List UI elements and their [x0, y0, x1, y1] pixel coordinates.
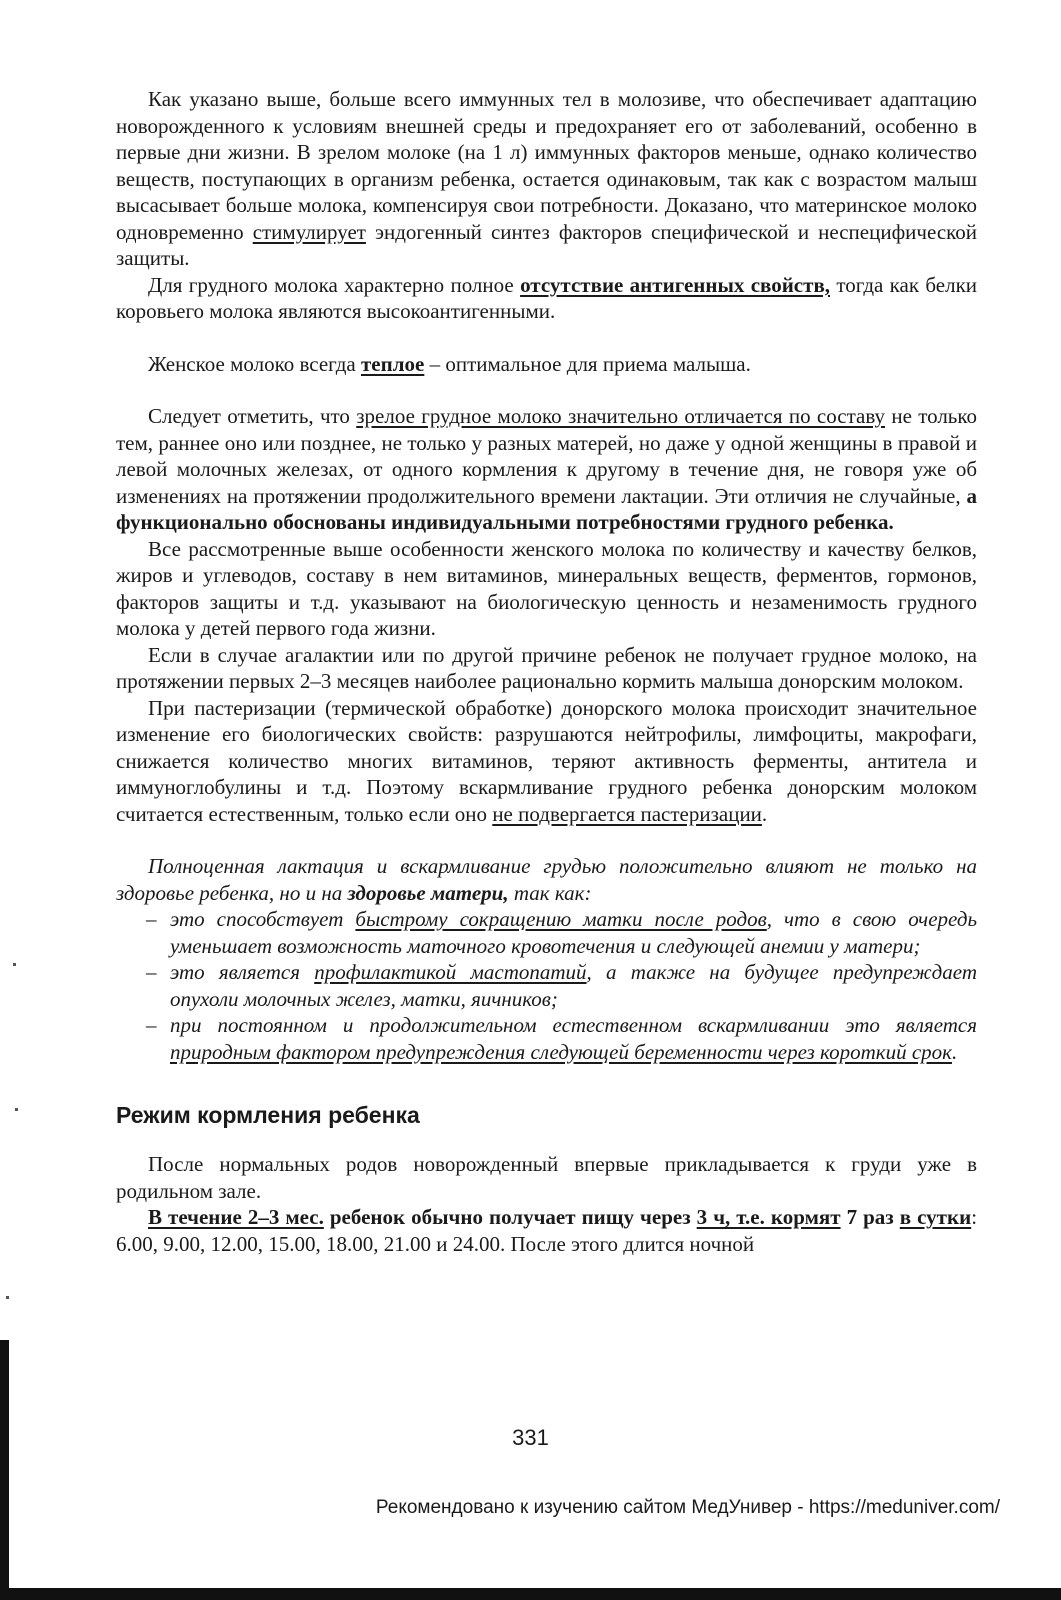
- paragraph-3: [116, 351, 977, 378]
- p2-tail: тогда как белки коровьего молока являются высокоантигенными.: [116, 272, 978, 323]
- scan-speck: [6, 1296, 9, 1299]
- italic-block: [116, 853, 977, 1065]
- section-heading: Режим кормления ребенка: [116, 1102, 420, 1128]
- p2-start: Для грудного молока характерно полное: [148, 272, 514, 297]
- footer-recommendation: Рекомендовано к изучению сайтом МедУнивер - https://meduniver.com/: [375, 1497, 1000, 1518]
- p7-text: При пастеризации (термической обработке) донорского молока происходит значительное изменение его биологических свойств: разрушаются нейтрофилы, лимфоциты, макрофаги, снижается количество многих витаминов, теряют активность ферменты, антитела и иммуноглобулины и т.д. Поэтому вскармливание грудного ребенка донорским молоком считается естественным, только если оно: [116, 695, 977, 826]
- p3-start: Женское молоко всегда: [148, 351, 356, 376]
- p10-tail: : 6.00, 9.00, 12.00, 15.00, 18.00, 21.00 и 24.00. После этого длится ночной: [116, 1205, 978, 1256]
- p7-end: .: [761, 801, 768, 826]
- p10-bold-2: 7 раз: [846, 1205, 894, 1229]
- p5-text: Все рассмотренные выше особенности женского молока по количеству и качеству белков, жиров и углеводов, составу в нем витаминов, минеральных веществ, ферментов, гормонов, факторов защиты и т.д. указывают на биологическую ценность и незаменимость грудного молока у детей первого года жизни.: [116, 536, 977, 640]
- paragraph-1: [116, 86, 977, 272]
- p8-start: Полноценная лактация и вскармливание грудью положительно влияют не только на здоровье ребенка, но и на: [116, 854, 977, 905]
- p8-bold: здоровье матери,: [347, 880, 509, 905]
- li1-tail: , что в свою очередь уменьшает возможность маточного кровотечения и следующей анемии у матери;: [170, 907, 977, 958]
- paragraph-6: [116, 642, 977, 695]
- p4-underlined: зрелое грудное молоко значительно отличается по составу: [356, 404, 886, 428]
- p4-start: Следует отметить, что: [148, 404, 350, 428]
- list-item: [116, 906, 977, 959]
- li2-start: это является: [170, 960, 300, 984]
- p1-tail: эндогенный синтез факторов специфической и неспецифической защиты.: [116, 219, 978, 270]
- p10-bold-underlined-1: В течение 2–3 мес.: [148, 1205, 324, 1229]
- p1-underlined: стимулирует: [252, 219, 366, 244]
- p4-mid: не только тем, раннее оно или позднее, не только у разных матерей, но даже у одной женщины в правой и левой молочных железах, от одного кормления к другому в течение дня, не говоря уже об изменениях на протяжении продолжительного времени лактации. Эти отличия не случайные,: [116, 404, 978, 508]
- li3-start: при постоянном и продолжительном естественном вскармливании это является: [170, 1013, 977, 1037]
- scan-speck: [13, 963, 16, 966]
- page-number: 331: [512, 1425, 549, 1450]
- paragraph-4: [116, 403, 977, 536]
- paragraph-5: [116, 536, 977, 642]
- li1-underlined: быстрому сокращению матки после родов: [355, 907, 767, 931]
- p7-underlined: не подвергается пастеризации: [492, 801, 762, 826]
- paragraph-9: [116, 1151, 977, 1204]
- p10-bold-underlined-2: 3 ч, т.е. кормят: [696, 1205, 841, 1229]
- p3-tail: – оптимальное для приема малыша.: [429, 351, 751, 376]
- benefits-list: [116, 906, 977, 1065]
- scan-speck: [15, 1108, 18, 1111]
- scan-edge-shadow: [0, 1340, 9, 1600]
- li2-underlined: профилактикой мастопатий: [314, 960, 587, 984]
- p10-bold-underlined-3: в сутки: [899, 1205, 972, 1229]
- list-item: [116, 1012, 977, 1065]
- li3-underlined: природным фактором предупреждения следующей беременности через короткий срок: [170, 1039, 952, 1064]
- paragraph-10: [116, 1204, 977, 1257]
- page-body: [116, 86, 977, 1257]
- li1-start: это способствует: [170, 907, 344, 931]
- p1-text: Как указано выше, больше всего иммунных тел в молозиве, что обеспечивает адаптацию новорожденного к условиям внешней среды и предохраняет его от заболеваний, особенно в первые дни жизни. В зрелом молоке (на 1 л) иммунных факторов меньше, однако количество веществ, поступающих в организм ребенка, остается одинаковым, так как с возрастом малыш высасывает больше молока, компенсируя свои потребности. Доказано, что материнское молоко одновременно: [116, 87, 977, 244]
- paragraph-7: [116, 695, 977, 828]
- p4-bold: а функционально обоснованы индивидуальными потребностями грудного ребенка.: [116, 483, 978, 534]
- paragraph-8: [116, 853, 977, 906]
- p9-text: После нормальных родов новорожденный впервые прикладывается к груди уже в родильном зале.: [116, 1152, 977, 1203]
- p10-bold-1: ребенок обычно получает пищу через: [329, 1205, 691, 1229]
- p8-tail: так как:: [513, 880, 592, 905]
- p2-bold-underlined: отсутствие антигенных свойств,: [520, 272, 831, 297]
- p3-bold-underlined: теплое: [360, 351, 425, 376]
- list-item: [116, 959, 977, 1012]
- scan-bottom-border: [0, 1588, 1061, 1600]
- li3-end: .: [951, 1039, 958, 1064]
- paragraph-2: [116, 272, 977, 325]
- li2-tail: , а также на будущее предупреждает опухоли молочных желез, матки, яичников;: [170, 960, 977, 1011]
- p6-text: Если в случае агалактии или по другой причине ребенок не получает грудное молоко, на протяжении первых 2–3 месяцев наиболее рационально кормить малыша донорским молоком.: [116, 642, 977, 693]
